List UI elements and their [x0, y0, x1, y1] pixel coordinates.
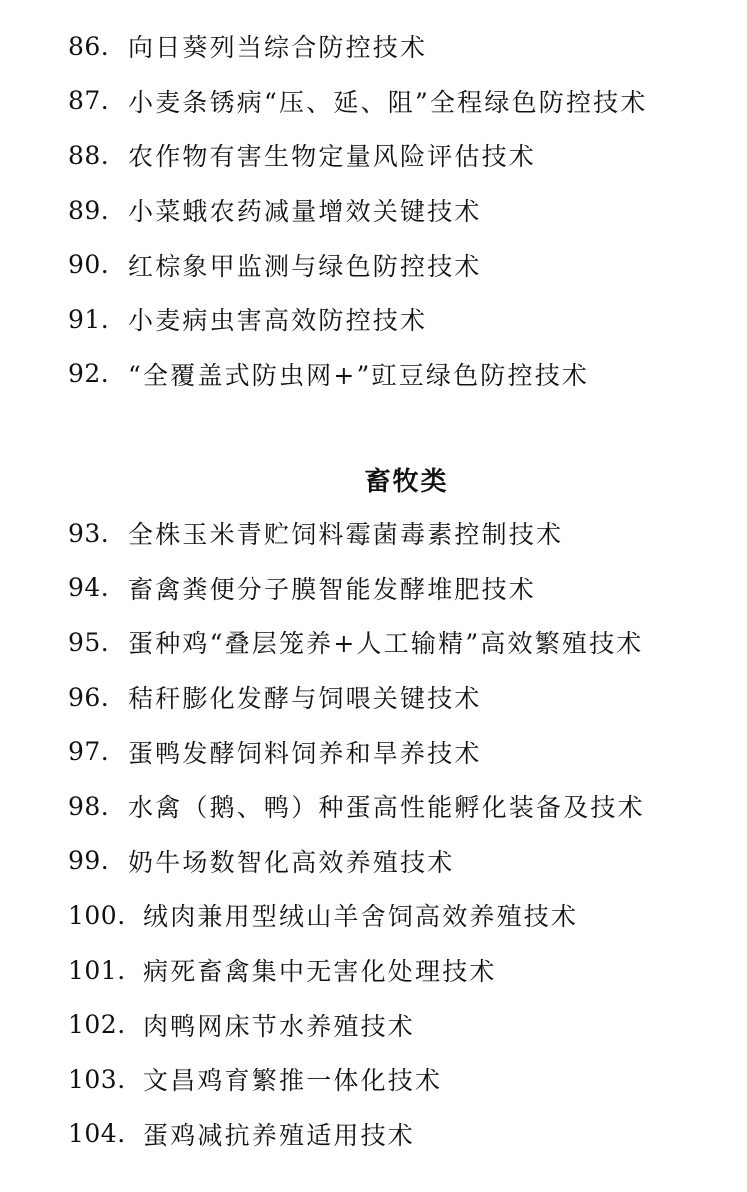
- item-text: 奶牛场数智化高效养殖技术: [128, 847, 455, 877]
- item-text: 蛋种鸡“叠层笼养+人工输精”高效繁殖技术: [128, 629, 644, 659]
- item-text: 蛋鸡减抗养殖适用技术: [143, 1120, 416, 1150]
- item-text: 蛋鸭发酵饲料饲养和旱养技术: [128, 738, 482, 768]
- list-item: [68, 779, 728, 834]
- list-item: [68, 834, 728, 889]
- item-number: 101.: [68, 955, 126, 985]
- section-heading: 畜牧类: [364, 467, 449, 497]
- list-item: [68, 1052, 728, 1107]
- item-text: 畜禽粪便分子膜智能发酵堆肥技术: [128, 574, 537, 604]
- item-number: 88.: [68, 140, 110, 170]
- item-text: 小麦条锈病“压、延、阻”全程绿色防控技术: [128, 87, 648, 117]
- item-number: 91.: [68, 304, 110, 334]
- item-text: 向日葵列当综合防控技术: [128, 33, 428, 63]
- item-number: 95.: [68, 627, 110, 657]
- item-text: 红棕象甲监测与绿色防控技术: [128, 251, 482, 281]
- list-item: [68, 292, 728, 347]
- list-item: [68, 888, 728, 943]
- item-text: 秸秆膨化发酵与饲喂关键技术: [128, 684, 482, 714]
- item-number: 102.: [68, 1010, 126, 1040]
- list-item: [68, 237, 728, 292]
- list-item: [68, 128, 728, 183]
- item-number: 93.: [68, 518, 110, 548]
- item-number: 100.: [68, 900, 126, 930]
- item-number: 98.: [68, 791, 110, 821]
- item-text: 病死畜禽集中无害化处理技术: [143, 957, 497, 987]
- item-text: 肉鸭网床节水养殖技术: [143, 1011, 416, 1041]
- item-number: 96.: [68, 682, 110, 712]
- item-number: 94.: [68, 573, 110, 603]
- list-item: [68, 615, 728, 670]
- item-number: 86.: [68, 31, 110, 61]
- list-item: [68, 347, 728, 402]
- item-number: 97.: [68, 737, 110, 767]
- item-number: 89.: [68, 195, 110, 225]
- list-item: [68, 724, 728, 779]
- item-number: 104.: [68, 1119, 126, 1149]
- item-number: 99.: [68, 846, 110, 876]
- item-number: 87.: [68, 86, 110, 116]
- item-number: 92.: [68, 359, 110, 389]
- list-item: [68, 997, 728, 1052]
- item-text: 水禽（鹅、鸭）种蛋高性能孵化装备及技术: [128, 793, 645, 823]
- item-text: 绒肉兼用型绒山羊舍饲高效养殖技术: [143, 902, 579, 932]
- item-text: 全株玉米青贮饲料霉菌毒素控制技术: [128, 520, 564, 550]
- item-text: 小麦病虫害高效防控技术: [128, 306, 428, 336]
- item-text: 农作物有害生物定量风险评估技术: [128, 142, 537, 172]
- item-number: 103.: [68, 1064, 126, 1094]
- technology-list-part2: [68, 506, 728, 1161]
- item-text: “全覆盖式防虫网+”豇豆绿色防控技术: [128, 360, 590, 390]
- list-item: [68, 561, 728, 616]
- list-item: [68, 943, 728, 998]
- item-number: 90.: [68, 250, 110, 280]
- technology-list-part1: [68, 19, 728, 401]
- item-text: 文昌鸡育繁推一体化技术: [143, 1066, 443, 1096]
- list-item: [68, 74, 728, 129]
- list-item: [68, 670, 728, 725]
- list-item: [68, 1107, 728, 1162]
- list-item: [68, 183, 728, 238]
- item-text: 小菜蛾农药减量增效关键技术: [128, 197, 482, 227]
- list-item: [68, 506, 728, 561]
- list-item: [68, 19, 728, 74]
